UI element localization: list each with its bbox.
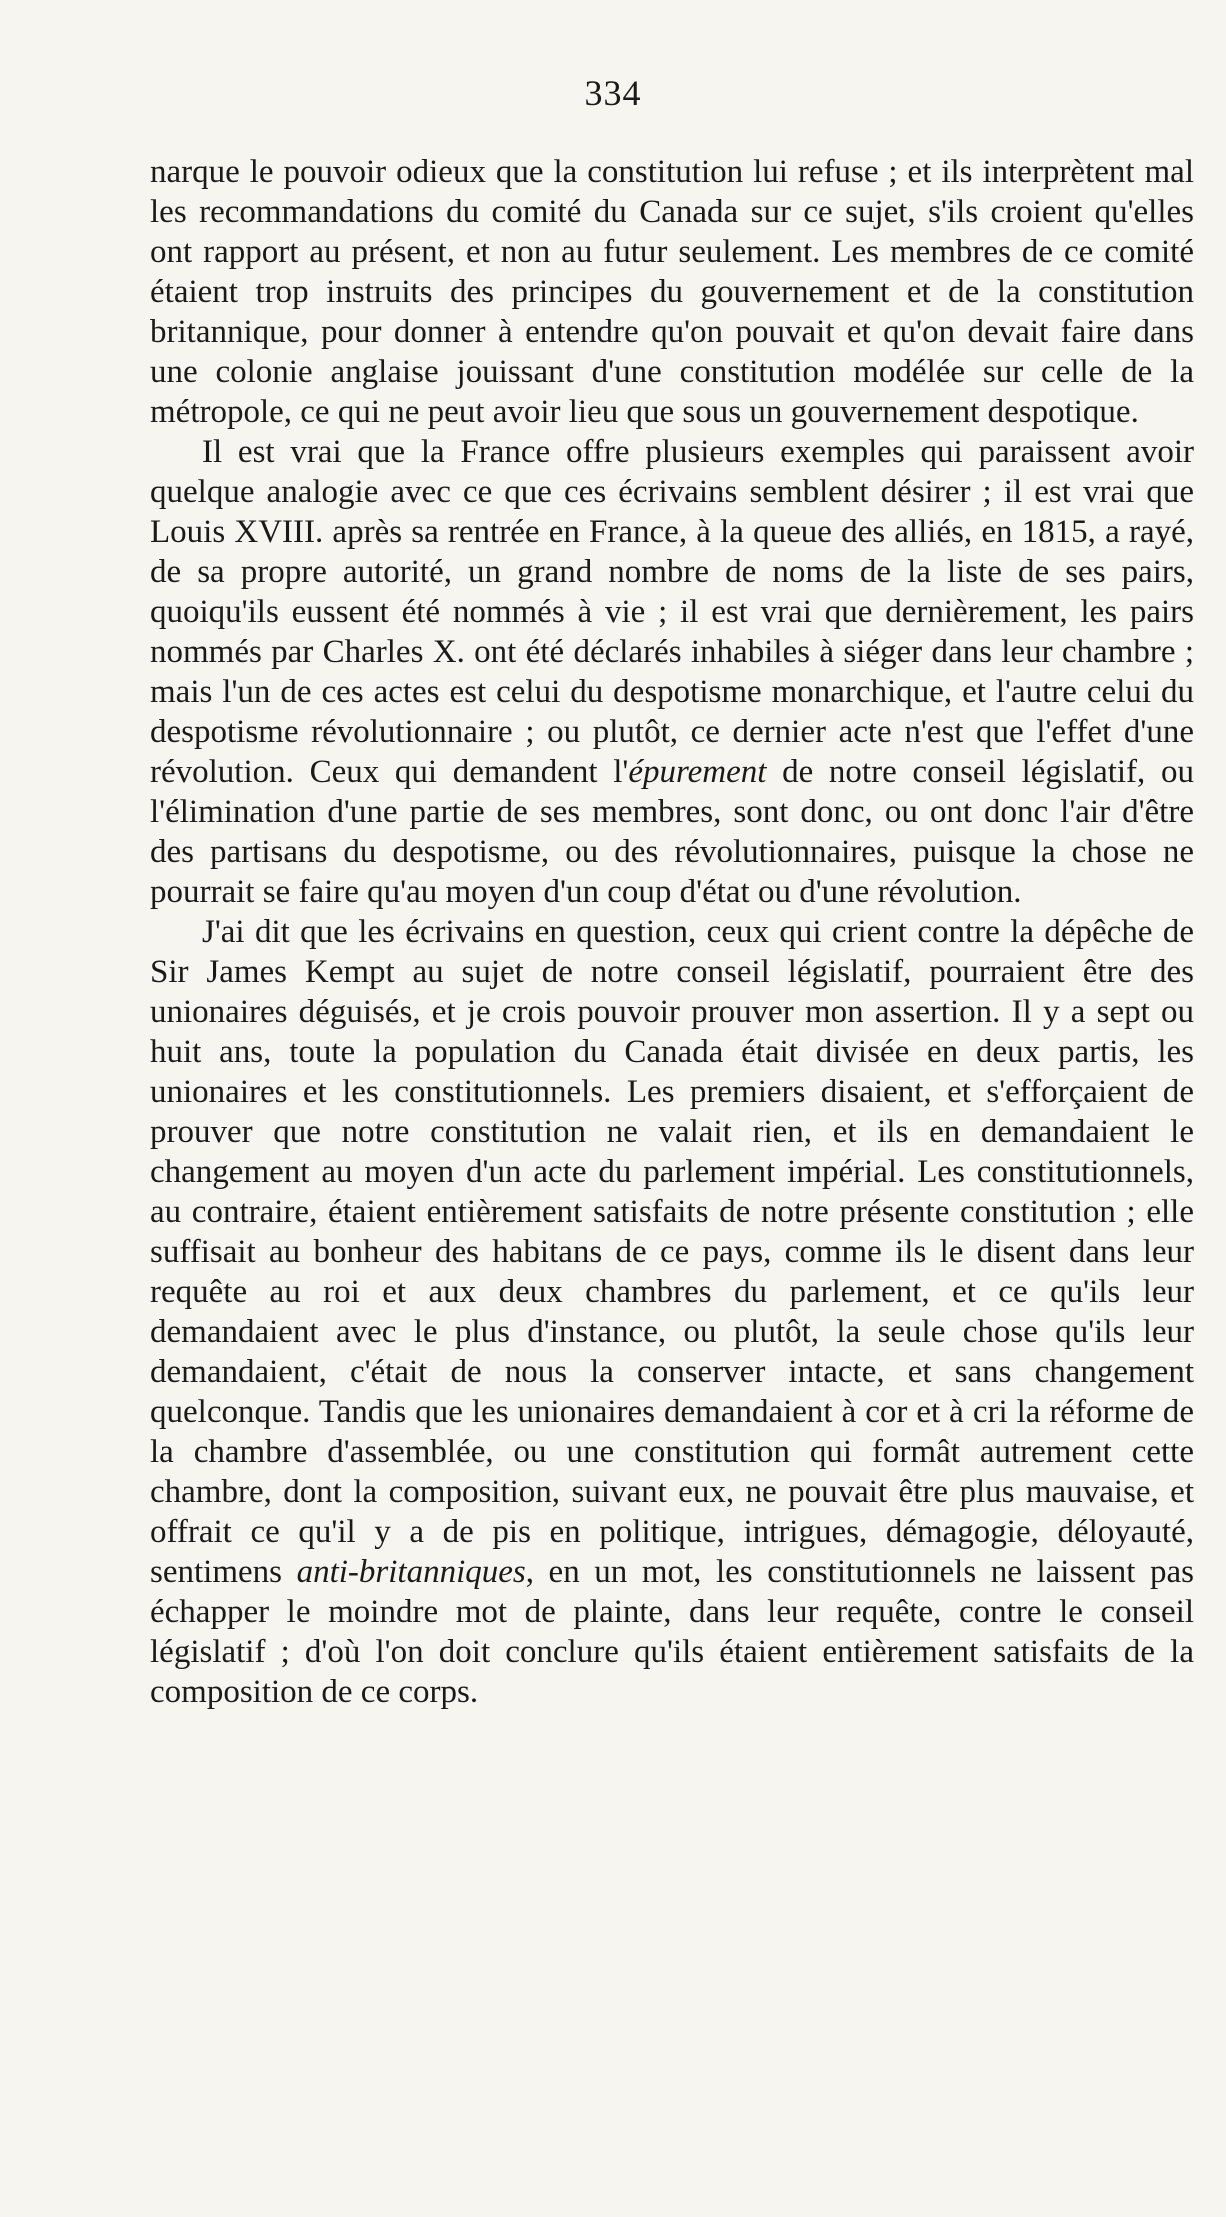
paragraph-3 xyxy=(150,912,1194,1712)
page-number: 334 xyxy=(584,73,642,113)
paragraph-1: narque le pouvoir odieux que la constitution lui refuse ; et ils interprètent mal les recommandations du comité du Canada sur ce sujet, s'ils croient qu'elles ont rapport au présent, et non au futur seulement. Les membres de ce comité étaient trop instruits des principes du gouvernement et de la constitution britannique, pour donner à entendre qu'on pouvait et qu'on devait faire dans une colonie anglaise jouissant d'une constitution modélée sur celle de la métropole, ce qui ne peut avoir lieu que sous un gouvernement despotique. xyxy=(150,154,1194,430)
body-text xyxy=(150,152,1194,1712)
paragraph-2-italic-term: épurement xyxy=(628,754,767,790)
paragraph-2-text-before: Il est vrai que la France offre plusieurs exemples qui paraissent avoir quelque analogie avec ce que ces écrivains semblent désirer ; il est vrai que Louis XVIII. après sa rentrée en France, à la queue des alliés, en 1815, a rayé, de sa propre autorité, un grand nombre de noms de la liste de ses pairs, quoiqu'ils eussent été nommés à vie ; il est vrai que dernièrement, les pairs nommés par Charles X. ont été déclarés inhabiles à siéger dans leur chambre ; mais l'un de ces actes est celui du despotisme monarchique, et l'autre celui du despotisme révolutionnaire ; ou plutôt, ce dernier acte n'est que l'effet d'une révolution. Ceux qui demandent l' xyxy=(150,434,1194,790)
paragraph-3-text-before: J'ai dit que les écrivains en question, ceux qui crient contre la dépêche de Sir James Kempt au sujet de notre conseil législatif, pourraient être des unionaires déguisés, et je crois pouvoir prouver mon assertion. Il y a sept ou huit ans, toute la population du Canada était divisée en deux partis, les unionaires et les constitutionnels. Les premiers disaient, et s'efforçaient de prouver que notre constitution ne valait rien, et ils en demandaient le changement au moyen d'un acte du parlement impérial. Les constitutionnels, au contraire, étaient entièrement satisfaits de notre présente constitution ; elle suffisait au bonheur des habitans de ce pays, comme ils le disent dans leur requête au roi et aux deux chambres du parlement, et ce qu'ils leur demandaient avec le plus d'instance, ou plutôt, la seule chose qu'ils leur demandaient, c'était de nous la conserver intacte, et sans changement quelconque. Tandis que les unionaires demandaient à cor et à cri la réforme de la chambre d'assemblée, ou une constitution qui formât autrement cette chambre, dont la composition, suivant eux, ne pouvait être plus mauvaise, et offrait ce qu'il y a de pis en politique, intrigues, démagogie, déloyauté, sentimens xyxy=(150,914,1194,1590)
paragraph-3-text-after: , en un mot, les constitutionnels ne laissent pas échapper le moindre mot de plainte, dans leur requête, contre le conseil législatif ; d'où l'on doit conclure qu'ils étaient entièrement satisfaits de la composition de ce corps. xyxy=(150,1554,1194,1710)
paragraph-2-text-after: de notre conseil législatif, ou l'élimination d'une partie de ses membres, sont donc, ou ont donc l'air d'être des partisans du despotisme, ou des révolutionnaires, puisque la chose ne pourrait se faire qu'au moyen d'un coup d'état ou d'une révolution. xyxy=(150,754,1194,910)
paragraph-3-italic-term: anti-britanniques xyxy=(296,1554,526,1590)
paragraph-2 xyxy=(150,432,1194,912)
